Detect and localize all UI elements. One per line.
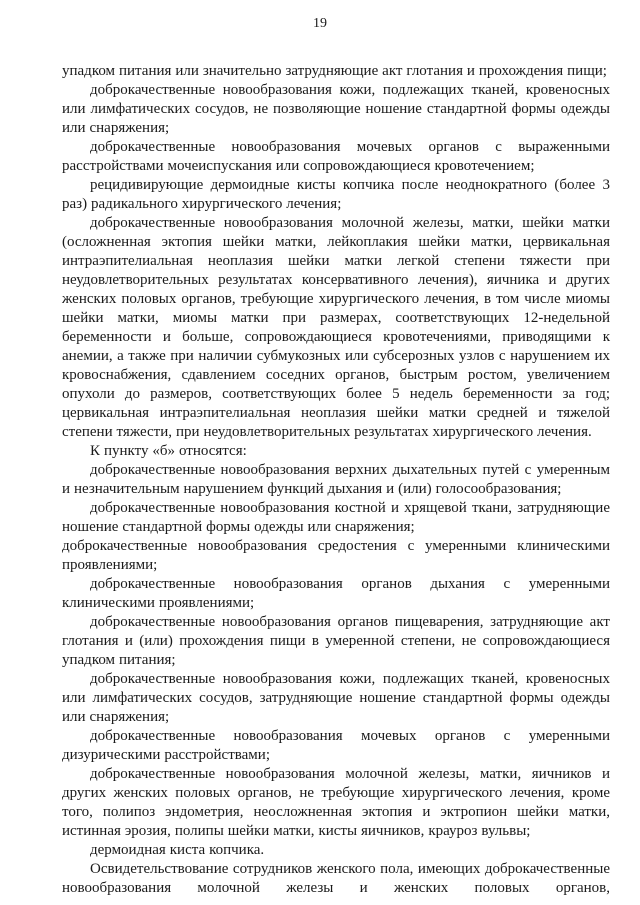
paragraph: доброкачественные новообразования органов пищеварения, затрудняющие акт глотания и (или) прохождения пищи в умеренной степени, не сопровождающиеся упадком питания; <box>62 614 610 668</box>
paragraph: упадком питания или значительно затрудняющие акт глотания и прохождения пищи; <box>62 63 607 79</box>
paragraph: доброкачественные новообразования мочевых органов с выраженными расстройствами мочеиспускания или сопровождающиеся кровотечением; <box>62 139 610 174</box>
paragraph: доброкачественные новообразования мочевых органов с умеренными дизурическими расстройствами; <box>62 728 610 763</box>
paragraph: дермоидная киста копчика. <box>90 842 265 858</box>
paragraph: рецидивирующие дермоидные кисты копчика после неоднократного (более 3 раз) радикального хирургического лечения; <box>62 177 610 212</box>
paragraph: доброкачественные новообразования кожи, подлежащих тканей, кровеносных или лимфатических сосудов, затрудняющие ношение стандартной формы одежды или снаряжения; <box>62 671 610 725</box>
paragraph: Освидетельствование сотрудников женского пола, имеющих доброкачественные новообразования молочной железы и женских половых органов, <box>62 861 610 896</box>
paragraph: доброкачественные новообразования кожи, подлежащих тканей, кровеносных или лимфатических сосудов, не позволяющие ношение стандартной формы одежды или снаряжения; <box>62 82 610 136</box>
paragraph: доброкачественные новообразования верхних дыхательных путей с умеренным и незначительным нарушением функций дыхания и (или) голосообразования; <box>62 462 610 497</box>
paragraph: доброкачественные новообразования средостения с умеренными клиническими проявлениями; <box>62 538 610 573</box>
page-number: 19 <box>313 16 327 31</box>
paragraph: доброкачественные новообразования молочной железы, матки, шейки матки (осложненная эктопия шейки матки, лейкоплакия шейки матки, цервикальная интраэпителиальная неоплазия шейки матки легкой степени тяжести при неудовлетворительных результатах консервативного лечения), яичника и других женских половых органов, требующие хирургического лечения, в том числе миомы шейки матки, миомы матки при размерах, соответствующих 12-недельной беременности и больше, сопровождающиеся кровотечениями, приводящими к анемии, а также при наличии субмукозных или субсерозных узлов с нарушением их кровоснабжения, сдавлением соседних органов, быстрым ростом, увеличением опухоли до размеров, соответствующих более 5 недель беременности за год; цервикальная интраэпителиальная неоплазия шейки матки средней и тяжелой степени тяжести, при неудовлетворительных результатах хирургического лечения. <box>62 215 610 440</box>
paragraph: доброкачественные новообразования костной и хрящевой ткани, затрудняющие ношение стандартной формы одежды или снаряжения; <box>62 500 610 535</box>
paragraph: доброкачественные новообразования органов дыхания с умеренными клиническими проявлениями; <box>62 576 610 611</box>
document-body <box>62 62 610 898</box>
paragraph: доброкачественные новообразования молочной железы, матки, яичников и других женских половых органов, не требующие хирургического лечения, кроме того, полипоз эндометрия, неосложненная эктопия и эктропион шейки матки, истинная эрозия, полипы шейки матки, кисты яичников, крауроз вульвы; <box>62 766 610 839</box>
section-heading: К пункту «б» относятся: <box>90 443 247 459</box>
